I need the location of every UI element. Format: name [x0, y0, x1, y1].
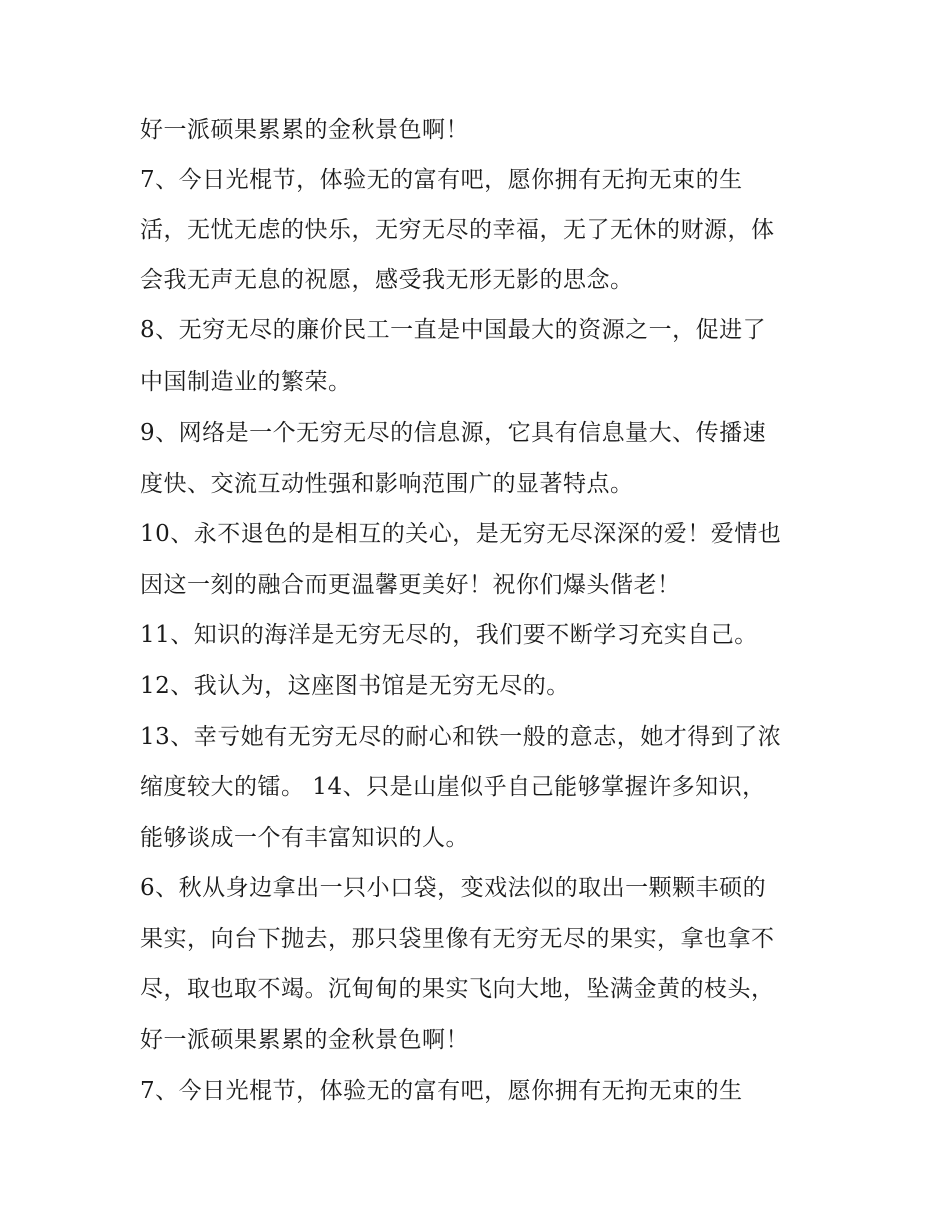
- text-line: 7、今日光棍节，体验无的富有吧，愿你拥有无拘无束的生: [140, 1078, 743, 1104]
- text-line: 因这一刻的融合而更温馨更美好！祝你们爆头偕老！: [140, 572, 681, 598]
- text-line: 缩度较大的镭。 14、只是山崖似乎自己能够掌握许多知识，: [140, 774, 766, 800]
- text-line: 11、知识的海洋是无穷无尽的，我们要不断学习充实自己。: [140, 622, 758, 648]
- text-line: 中国制造业的繁荣。: [140, 369, 352, 395]
- text-line: 9、网络是一个无穷无尽的信息源，它具有信息量大、传播速: [140, 420, 767, 446]
- text-line: 好一派硕果累累的金秋景色啊！: [140, 1027, 469, 1053]
- text-line: 10、永不退色的是相互的关心，是无穷无尽深深的爱！爱情也: [140, 521, 782, 547]
- text-line: 能够谈成一个有丰富知识的人。: [140, 825, 469, 851]
- text-line: 会我无声无息的祝愿，感受我无形无影的思念。: [140, 267, 634, 293]
- text-line: 7、今日光棍节，体验无的富有吧，愿你拥有无拘无束的生: [140, 167, 743, 193]
- text-line: 活，无忧无虑的快乐，无穷无尽的幸福，无了无休的财源，体: [140, 217, 775, 243]
- text-line: 8、无穷无尽的廉价民工一直是中国最大的资源之一，促进了: [140, 317, 767, 343]
- text-line: 尽，取也取不竭。沉甸甸的果实飞向大地，坠满金黄的枝头，: [140, 976, 775, 1002]
- text-line: 度快、交流互动性强和影响范围广的显著特点。: [140, 471, 634, 497]
- text-line: 13、幸亏她有无穷无尽的耐心和铁一般的意志，她才得到了浓: [140, 724, 782, 750]
- text-line: 果实，向台下抛去，那只袋里像有无穷无尽的果实，拿也拿不: [140, 926, 775, 952]
- text-line: 好一派硕果累累的金秋景色啊！: [140, 117, 469, 143]
- text-line: 12、我认为，这座图书馆是无穷无尽的。: [140, 673, 570, 699]
- text-line: 6、秋从身边拿出一只小口袋，变戏法似的取出一颗颗丰硕的: [140, 875, 767, 901]
